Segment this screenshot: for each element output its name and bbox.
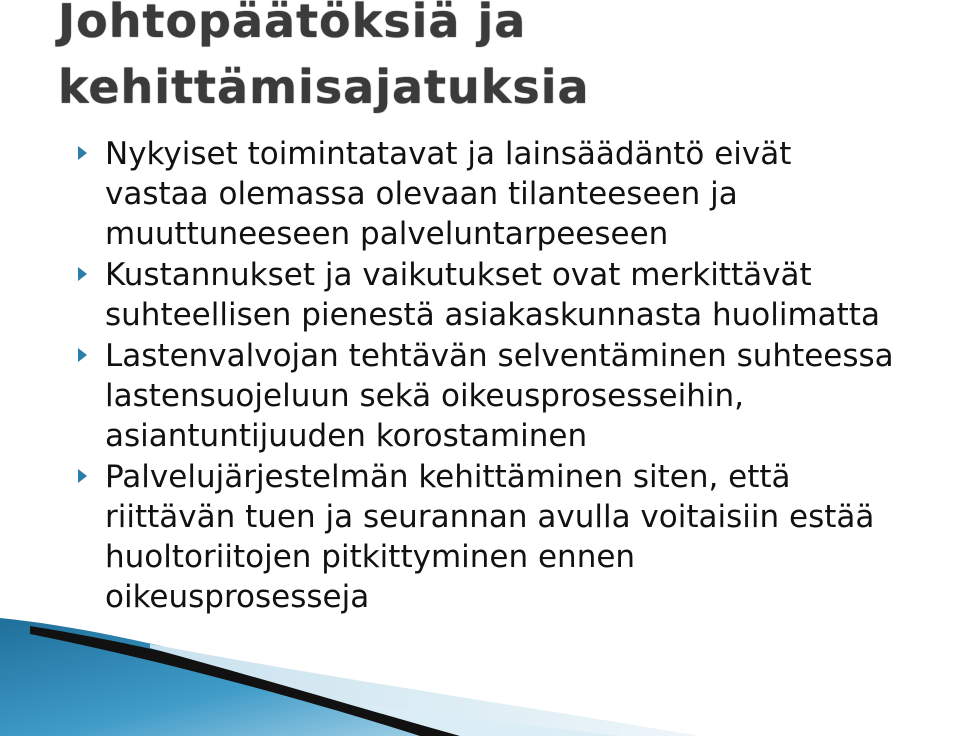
- decorative-wave: [0, 600, 960, 736]
- slide-title: [58, 0, 938, 118]
- bullet-list: [72, 134, 960, 618]
- bullet-item: [72, 134, 960, 254]
- bullet-text: Lastenvalvojan tehtävän selventäminen suhteessa lastensuojeluun sekä oikeusprosesseihin, asiantuntijuuden korostaminen: [105, 338, 894, 454]
- triangle-right-icon: [78, 348, 87, 362]
- bullet-item: [72, 336, 960, 456]
- triangle-right-icon: [78, 146, 87, 160]
- bullet-text: Kustannukset ja vaikutukset ovat merkittävät suhteellisen pienestä asiakaskunnasta huolimatta: [105, 257, 880, 333]
- bullet-text: Palvelujärjestelmän kehittäminen siten, että riittävän tuen ja seurannan avulla voitaisiin estää huoltoriitojen pitkittyminen ennen oikeusprosesseja: [105, 459, 875, 615]
- bullet-text: Nykyiset toimintatavat ja lainsäädäntö eivät vastaa olemassa olevaan tilanteeseen ja muuttuneeseen palveluntarpeeseen: [105, 136, 792, 252]
- title-line-2: kehittämisajatuksia: [58, 60, 590, 114]
- triangle-right-icon: [78, 267, 87, 281]
- bullet-item: [72, 255, 960, 335]
- bullet-item: [72, 457, 960, 617]
- triangle-right-icon: [78, 469, 87, 483]
- title-line-1: Johtopäätöksiä ja: [58, 0, 527, 48]
